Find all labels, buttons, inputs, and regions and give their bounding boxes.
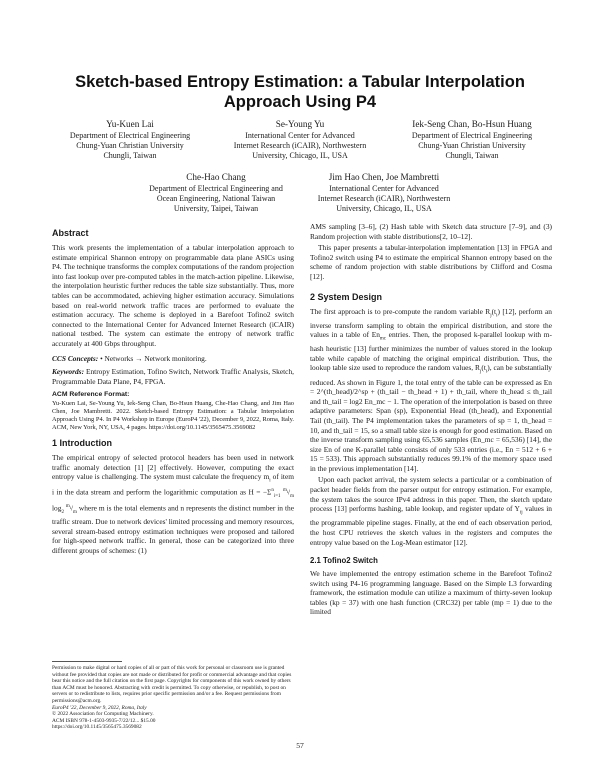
left-column bbox=[52, 222, 294, 558]
intro-text: log bbox=[52, 503, 62, 513]
author-affiliation: Chung-Yuan Christian University bbox=[76, 141, 184, 151]
ccs-text: • Networks → Network monitoring. bbox=[100, 353, 207, 363]
paper-title: Sketch-based Entropy Estimation: a Tabular Interpolation Approach Using P4 bbox=[75, 73, 525, 111]
tofino2-paragraph: We have implemented the entropy estimation scheme in the Barefoot Tofino2 switch using P4-16 programming language. Based on the Simple L3 forwarding framework, the estimation module can utilize a maximum of thirty-seven lookup tables (kp = 37) with one hash function (CRC32) per table (mp = 1) due to the limited bbox=[310, 569, 552, 617]
intro-text: where m is the total elements and n represents the distinct number in the traffic stream. Due to network devices' limited processing and memory resources, several stream-based entropy estimation techniques were proposed and tailored for high-speed network traffic. In general, those can be categorized into three different groups of schemes: (1) bbox=[52, 503, 294, 555]
author-affiliation: University, Taipei, Taiwan bbox=[173, 204, 259, 214]
author-affiliation: Chungli, Taiwan bbox=[445, 151, 499, 161]
page-number: 57 bbox=[296, 741, 304, 750]
right-column bbox=[310, 222, 552, 619]
author-affiliation: International Center for Advanced bbox=[329, 184, 439, 193]
permission-text: Permission to make digital or hard copies of all or part of this work for personal or classroom use is granted without fee provided that copies are not made or distributed for profit or commercial advantage and that copies bear this notice and the full citation on the first page. Copyrights for components of this work owned by others than ACM must be honored. Abstracting with credit is permitted. To copy otherwise, or republish, to post on servers or to redistribute to lists, requires prior specific permission and/or a fee. Request permissions from permissions@acm.org. bbox=[52, 665, 292, 704]
permission-notice bbox=[52, 665, 294, 731]
sd-text: entries. Then, the proposed k-parallel lookup with m-hash heuristic [13] further minimizes the number of values stored in the lookup table while capable of matching the original empirical distribution. Thus, the lookup table size used to reproduce the random values, R bbox=[310, 330, 552, 373]
author-affiliation: Department of Electrical Engineering and bbox=[149, 184, 283, 193]
author-block-1 bbox=[55, 118, 205, 162]
author-affiliation: Internet Research (iCAIR), Northwestern bbox=[317, 194, 451, 204]
intro-heading: 1 Introduction bbox=[52, 437, 112, 448]
author-block-5 bbox=[304, 171, 464, 215]
sd-text: [12], perform an inverse transform sampling to obtain the empirical distribution, and store the values in a table of En bbox=[310, 306, 553, 340]
intro-text: The empirical entropy of selected protocol headers has been used in network traffic anomaly detection [1] [2] effectively. However, computing the exact entropy value is challenging. The system must calculate the frequency m bbox=[52, 452, 294, 482]
author-name: Yu-Kuen Lai bbox=[106, 119, 154, 129]
sd-text: The first approach is to pre-compute the random variable R bbox=[310, 306, 491, 316]
intro-paragraph: The empirical entropy of selected protocol headers has been used in network traffic anomaly detection [1] [2] effectively. However, computing the exact entropy value is challenging. The system must calculate the frequency $m_i$ of item i in the data stream and perform the logarithmic computation as $H = -\Sigma^n_{i=1}$ $^{m_i}/_m$ $\log_2 ^{m_i}/_m$ where m is the total elements and n represents the distinct number in the traffic stream. Due to network devices' limited processing and memory resources, several stream-based entropy estimation techniques were proposed and tailored for high-speed network traffic. In general, those can be categorized into three different groups of schemes: (1) bbox=[52, 452, 294, 555]
author-name: Se-Young Yu bbox=[275, 119, 325, 129]
system-design-paragraph: The first approach is to pre-compute the random variable $R_j(t_i)$ [12], perform an inverse transform sampling to obtain the empirical distribution, and store the values in a table of $En_{mc}$ entries. Then, the proposed k-parallel lookup with m-hash heuristic [13] further minimizes the number of values stored in the lookup table while capable of matching the original empirical distribution. Thus, the lookup table size used to reproduce the random values, $R_j(t_i)$, can be substantially reduced. As shown in Figure 1, the total entry of the table can be expressed as En = 2^(th_head)/2^sp + (th_tail − th_head + 1) + th_tail, where th_head ≤ th_tail and th_tail = log2 En_mc − 1. The operation of the interpolation is based on three adaptive parameters: Span (sp), Exponential Head (th_head), and Exponential Tail (th_tail). The P4 implementation takes the parameters of sp = 1, th_head = 10, and th_tail = 15, so a small table size is enough for good estimation. Based on the inverse transform sampling using 65,536 samples (En_mc = 65,536) [14], the size En of one K-parallel table consists of only 533 entries (i.e., En = 512 + 6 + 15 = 533). This approach substantially reduces 99.1% of the memory space used in the previous implementation [14]. bbox=[310, 306, 553, 473]
author-block-3 bbox=[390, 118, 554, 162]
system-design-heading: 2 System Design bbox=[310, 291, 383, 302]
author-block-4 bbox=[136, 171, 296, 215]
right-paragraph: AMS sampling [3–6], (2) Hash table with Sketch data structure [7–9], and (3) Random projection with stable distributions[2, 10–12]. bbox=[310, 222, 552, 241]
abstract-text: This work presents the implementation of a tabular interpolation approach to estimate empirical Shannon entropy on programmable data plane ASICs using P4. The technique transforms the complex computations of the random projection into fast lookup over pre-computed tables in the match-action pipeline. Likewise, the interpolation heuristic further reduces the table size substantially. Thus, more tables can be accommodated, achieving higher estimation accuracy. Simulations based on real-world network traffic traces are performed to evaluate the estimation accuracy. The scheme is deployed in a Barefoot Tofino2 switch connected to the International Center for Advanced Internet Research (iCAIR) national testbed. The system can estimate the entropy of network traffic accurately at 400 Gbps throughput. bbox=[52, 243, 294, 348]
sd-text: Upon each packet arrival, the system selects a particular or a combination of packet header fields from the parser output for entropy estimation. For example, the system takes the source IPv4 address in this paper. Then, the sketch update process [13] performs hashing, table lookup, and register update of Y bbox=[310, 475, 552, 514]
acm-ref-heading: ACM Reference Format: bbox=[52, 391, 130, 399]
author-affiliation: Chungli, Taiwan bbox=[103, 151, 157, 161]
footnote-rule bbox=[52, 661, 122, 662]
permission-doi: https://doi.org/10.1145/3565475.3569082 bbox=[52, 724, 142, 731]
right-paragraph: This paper presents a tabular-interpolation implementation [13] in FPGA and Tofino2 switch using P4 to estimate the empirical Shannon entropy based on the scheme of random projection with stable distributions by Clifford and Cosma [12]. bbox=[310, 243, 552, 281]
author-name: Jim Hao Chen, Joe Mambretti bbox=[328, 172, 440, 182]
author-affiliation: International Center for Advanced bbox=[245, 131, 355, 140]
author-affiliation: University, Chicago, IL, USA bbox=[336, 204, 432, 214]
author-affiliation: Ocean Engineering, National Taiwan bbox=[156, 194, 276, 204]
permission-venue: EuroP4 '22, December 9, 2022, Roma, Italy bbox=[52, 704, 147, 711]
keywords-label: Keywords: bbox=[52, 367, 85, 377]
author-affiliation: Department of Electrical Engineering bbox=[411, 131, 533, 140]
ccs-label: CCS Concepts: bbox=[52, 353, 99, 363]
author-block-2 bbox=[222, 118, 378, 162]
author-name: Iek-Seng Chan, Bo-Hsun Huang bbox=[412, 119, 532, 129]
abstract-heading: Abstract bbox=[52, 228, 89, 238]
keywords-text: Entropy Estimation, Tofino Switch, Network Traffic Analysis, Sketch, Programmable Data Plane, P4, FPGA. bbox=[52, 367, 294, 386]
author-name: Che-Hao Chang bbox=[186, 172, 246, 182]
tofino2-heading: 2.1 Tofino2 Switch bbox=[310, 556, 378, 566]
permission-copyright: © 2022 Association for Computing Machinery. bbox=[52, 711, 154, 718]
author-affiliation: University, Chicago, IL, USA bbox=[252, 151, 348, 161]
system-design-paragraph: Upon each packet arrival, the system selects a particular or a combination of packet header fields from the parser output for entropy estimation. For example, the system takes the source IPv4 address in this paper. Then, the sketch update process [13] performs hashing, table lookup, and register update of $Y_{ij}$ values in the programmable pipeline stages. Finally, at the end of each observation period, the host CPU retrieves the sketch values in the registers and computes the entropy value based on the Log-Mean estimator [12]. bbox=[310, 475, 552, 547]
ccs-concepts bbox=[52, 354, 294, 364]
author-affiliation: Internet Research (iCAIR), Northwestern bbox=[233, 141, 367, 151]
keywords bbox=[52, 367, 294, 386]
permission-isbn: ACM ISBN 978-1-4503-9935-7/22/12... $15.00 bbox=[52, 717, 156, 724]
acm-ref-text: Yu-Kuen Lai, Se-Young Yu, Iek-Seng Chan, Bo-Hsun Huang, Che-Hao Chang, and Jim Hao Chen, Joe Mambretti. 2022. Sketch-based Entropy Estimation: a Tabular Interpolation Approach Using P4. In P4 Workshop in Europe (EuroP4 '22), December 9, 2022, Roma, Italy. ACM, New York, NY, USA, 4 pages. https://doi.org/10.1145/3565475.3569082 bbox=[52, 399, 294, 431]
intro-text: of item i in the data stream and perform the logarithmic computation as H = −Σ bbox=[52, 472, 294, 497]
sd-text: values in the programmable pipeline stages. Finally, at the end of each observation period, the host CPU retrieves the sketch values in the registers and computes the entropy value based on the Log-Mean estimator [12]. bbox=[310, 504, 552, 547]
sd-text: , can be substantially reduced. As shown in Figure 1, the total entry of the table can be expressed as En = 2^(th_head)/2^sp + (th_tail − th_head + 1) + th_tail, where th_head ≤ th_tail and th_tail = log2 En_mc − 1. The operation of the interpolation is based on three adaptive parameters: Span (sp), Exponential Head (th_head), and Exponential Tail (th_tail). The P4 implementation takes the parameters of sp = 1, th_head = 10, and th_tail = 15, so a small table size is enough for good estimation. Based on the inverse transform sampling using 65,536 samples (En_mc = 65,536) [14], the size En of one K-parallel table consists of only 533 entries (i.e., En = 512 + 6 + 15 = 533). This approach substantially reduces 99.1% of the memory space used in the previous implementation [14]. bbox=[310, 363, 552, 473]
author-affiliation: Department of Electrical Engineering bbox=[69, 131, 191, 140]
author-affiliation: Chung-Yuan Christian University bbox=[418, 141, 526, 151]
